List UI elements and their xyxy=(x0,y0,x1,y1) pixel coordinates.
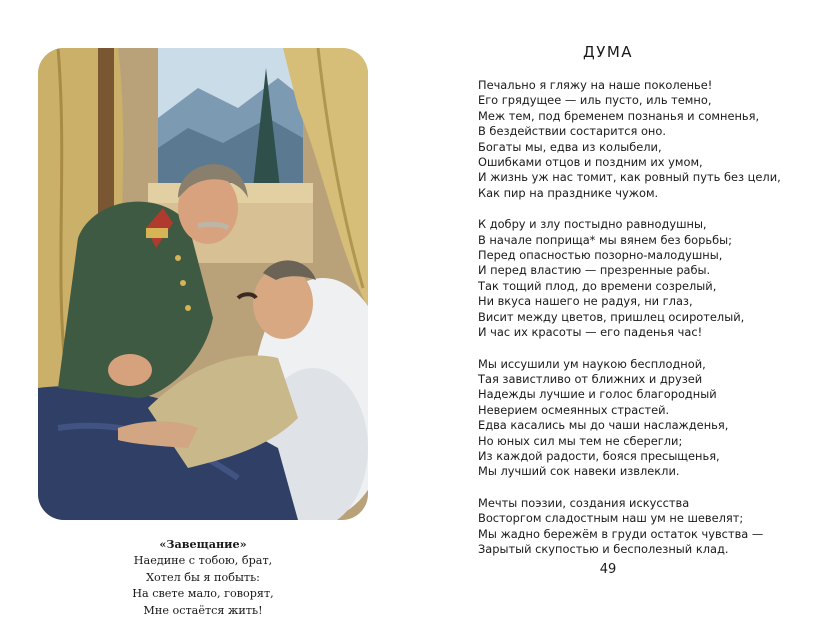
poem-line: Его грядущее — иль пусто, иль темно, xyxy=(478,93,712,108)
caption-title: «Завещание» xyxy=(159,537,247,551)
page-number: 49 xyxy=(599,562,617,577)
poem-line: Печально я гляжу на наше поколенье! xyxy=(478,78,713,92)
stanza xyxy=(478,78,781,201)
poem-line: Восторгом сладостным наш ум не шевелят; xyxy=(478,511,744,526)
caption-line: Хотел бы я побыть: xyxy=(146,570,260,584)
poem-line: И жизнь уж нас томит, как ровный путь без цели, xyxy=(478,170,781,185)
stanza xyxy=(478,217,778,340)
poem-line: И перед властию — презренные рабы. xyxy=(478,263,711,278)
poem-line: Мечты поэзии, создания искусства xyxy=(478,495,690,510)
illustration-painting xyxy=(38,48,368,520)
poem-line: Едва касались мы до чаши наслажденья, xyxy=(478,418,729,433)
poem-line: Так тощий плод, до времени созрелый, xyxy=(478,278,717,293)
caption-line: Мне остаётся жить! xyxy=(143,604,263,618)
poem-line: К добру и злу постыдно равнодушны, xyxy=(478,217,707,232)
poem-line: Мы иссушили ум наукою бесплодной, xyxy=(478,356,706,371)
poem-line: Мы жадно бережём в груди остаток чувства — xyxy=(478,526,764,541)
caption-line: Наедине с тобою, брат, xyxy=(133,553,273,567)
stanza xyxy=(478,357,778,480)
poem-line: В начале поприща* мы вянем без борьбы; xyxy=(478,232,732,247)
poem-line: Меж тем, под бременем познанья и сомненья, xyxy=(478,108,760,123)
poem-line: Из каждой радости, бояся пресыщенья, xyxy=(478,448,720,463)
poem-line: Висит между цветов, пришлец осиротелый, xyxy=(478,309,745,324)
caption-line: На свете мало, говорят, xyxy=(132,587,274,601)
poem-line: И час их красоты — его паденья час! xyxy=(478,325,703,340)
poem-line: Мы лучший сок навеки извлекли. xyxy=(478,464,680,479)
poem-line: Ошибками отцов и поздним их умом, xyxy=(478,155,703,170)
poem-title: ДУМА xyxy=(582,43,634,61)
poem-line: Тая завистливо от ближних и друзей xyxy=(478,371,703,386)
poem-line: Ни вкуса нашего не радуя, ни глаз, xyxy=(478,294,693,309)
poem-line: Но юных сил мы тем не сберегли; xyxy=(478,433,683,448)
poem-line: В бездействии состарится оно. xyxy=(478,124,666,139)
poem-line: Перед опасностью позорно-малодушны, xyxy=(478,248,723,263)
stanza xyxy=(478,496,778,558)
poem-line: Как пир на празднике чужом. xyxy=(478,185,659,200)
poem-line: Надежды лучшие и голос благородный xyxy=(478,387,717,402)
poem-line: Зарытый скупостью и бесполезный клад. xyxy=(478,541,729,556)
poem-line: Неверием осмеянных страстей. xyxy=(478,402,670,417)
poem-line: Богаты мы, едва из колыбели, xyxy=(478,139,662,154)
illustration-caption xyxy=(38,536,368,620)
poem-text xyxy=(478,78,781,573)
illustration xyxy=(38,48,368,520)
